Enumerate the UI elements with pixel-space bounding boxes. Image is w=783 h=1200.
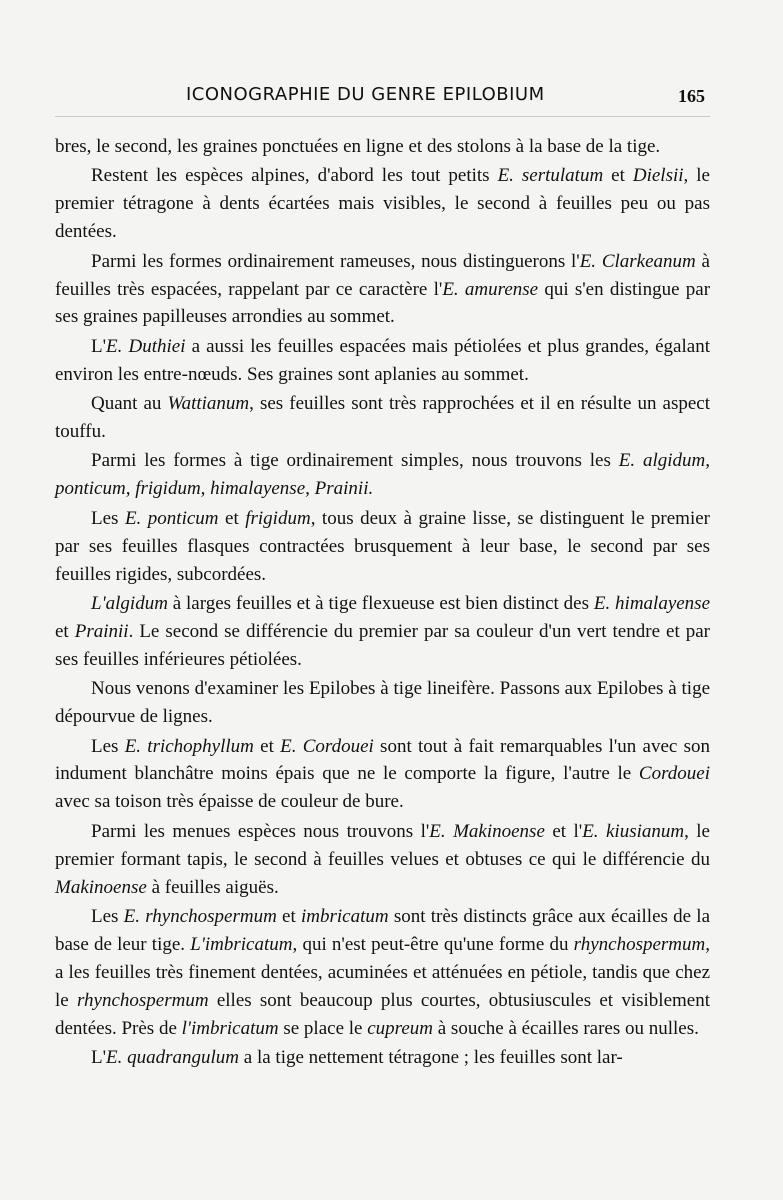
paragraph [55, 333, 710, 389]
running-title: ICONOGRAPHIE DU GENRE EPILOBIUM [186, 84, 545, 105]
paragraph [55, 590, 710, 674]
italic-run: E. sertulatum [497, 165, 604, 187]
italic-run: E. Cordouei [280, 735, 374, 757]
italic-run: E. quadrangulum [106, 1047, 240, 1068]
paragraph [55, 903, 710, 1043]
italic-run: Wattianum [167, 393, 250, 415]
text-run: qui s'en distingue par ses graines papilleuses arrondies au sommet. [55, 278, 711, 328]
header-rule [55, 116, 710, 117]
italic-run: cupreum [367, 1017, 433, 1039]
paragraph [55, 818, 710, 902]
paragraph [55, 505, 710, 589]
text-run: Les [91, 905, 124, 927]
paragraph [55, 1044, 710, 1072]
text-run: et [603, 165, 633, 187]
text-run: bres, le second, les graines ponctuées en ligne et des stolons à la base de la tige. [55, 136, 661, 157]
italic-run: E. trichophyllum [124, 735, 254, 757]
text-run: elles sont beaucoup plus courtes, obtusiuscules et visiblement dentées. Près de [55, 989, 710, 1039]
text-run: , a les feuilles très finement dentées, acuminées et atténuées en pétiole, tandis que chez le [55, 933, 710, 1011]
paragraph [55, 162, 710, 246]
text-run: et [55, 620, 75, 642]
italic-run: rhynchospermum [76, 989, 209, 1011]
italic-run: Makinoense [55, 876, 147, 898]
text-run: se place le [278, 1017, 368, 1039]
paragraph [55, 248, 710, 332]
italic-run: rhynchospermum [573, 933, 706, 955]
text-run: , le premier tétragone à dents écartées mais visibles, le second à feuilles peu ou pas dentées. [55, 165, 710, 243]
text-run: sont tout à fait remarquables l'un avec son indument blanchâtre moins épais que ne le comporte la figure, l'autre le [55, 735, 711, 785]
text-run: à souche à écailles rares ou nulles. [433, 1017, 699, 1039]
italic-run: E. Makinoense [429, 820, 545, 842]
text-run: , ses feuilles sont très rapprochées et il en résulte un aspect touffu. [55, 393, 710, 443]
text-run: Parmi les formes ordinairement rameuses, nous distinguerons l' [91, 250, 580, 272]
text-run: Les [91, 507, 125, 529]
text-run: . Le second se différencie du premier par sa couleur d'un vert tendre et par ses feuilles inférieures pétiolées. [55, 620, 710, 670]
paragraph [55, 675, 710, 731]
paragraph [55, 733, 710, 817]
italic-run: l'imbricatum [181, 1017, 279, 1039]
italic-run: Dielsii [632, 165, 684, 187]
italic-run: E. Duthiei [106, 335, 186, 357]
paragraph [55, 447, 710, 503]
text-run: , tous deux à graine lisse, se distinguent le premier par ses feuilles flasques contractées brusquement à leur base, le second par ses feuilles rigides, subcordées. [55, 507, 711, 585]
italic-run: E. amurense [442, 278, 539, 300]
text-run: a aussi les feuilles espacées mais pétiolées et plus grandes, égalant environ les entre-nœuds. Ses graines sont aplanies au sommet. [55, 335, 710, 385]
italic-run: E. kiusianum [582, 820, 685, 842]
text-run: et [276, 905, 301, 927]
text-run: avec sa toison très épaisse de couleur de bure. [55, 791, 404, 813]
text-run: et [218, 507, 246, 529]
text-run: Parmi les menues espèces nous trouvons l' [91, 820, 430, 842]
text-run: , qui n'est peut-être qu'une forme du [292, 933, 574, 955]
paragraph [55, 390, 710, 446]
italic-run: E. Clarkeanum [579, 250, 696, 272]
italic-run: E. algidum, ponticum, frigidum, himalayense, Prainii. [55, 450, 710, 500]
text-run: à larges feuilles et à tige flexueuse est bien distinct des [167, 593, 594, 614]
text-run: , le premier formant tapis, le second à feuilles velues et obtuses ce qui le différencie du [55, 820, 710, 870]
italic-run: Cordouei [638, 763, 710, 785]
text-run: Parmi les formes à tige ordinairement simples, nous trouvons les [91, 450, 619, 472]
page-header [0, 84, 783, 114]
italic-run: imbricatum [301, 905, 389, 927]
italic-run: E. himalayense [593, 593, 711, 614]
text-run: Les [91, 735, 125, 757]
text-run: à feuilles très espacées, rappelant par ce caractère l' [55, 250, 710, 300]
italic-run: Prainii [74, 620, 129, 642]
text-run: Restent les espèces alpines, d'abord les tout petits [91, 165, 498, 187]
text-run: Nous venons d'examiner les Epilobes à tige lineifère. Passons aux Epilobes à tige dépourvue de lignes. [55, 678, 710, 728]
text-run: Quant au [91, 393, 168, 415]
text-run: à feuilles aiguës. [146, 876, 279, 898]
page-number: 165 [678, 86, 705, 106]
italic-run: E. rhynchospermum [123, 905, 277, 927]
italic-run: L'algidum [91, 593, 168, 614]
italic-run: frigidum [245, 507, 311, 529]
text-run: et l' [544, 820, 583, 842]
italic-run: E. ponticum [124, 507, 219, 529]
text-run: et [253, 735, 281, 757]
italic-run: L'imbricatum [190, 933, 293, 955]
text-run: L' [91, 1047, 107, 1068]
text-run: L' [91, 335, 107, 357]
text-run: a la tige nettement tétragone ; les feuilles sont lar- [239, 1047, 623, 1068]
text-run: sont très distincts grâce aux écailles de la base de leur tige. [55, 905, 711, 955]
paragraph [55, 133, 710, 161]
body-text [55, 133, 710, 1073]
